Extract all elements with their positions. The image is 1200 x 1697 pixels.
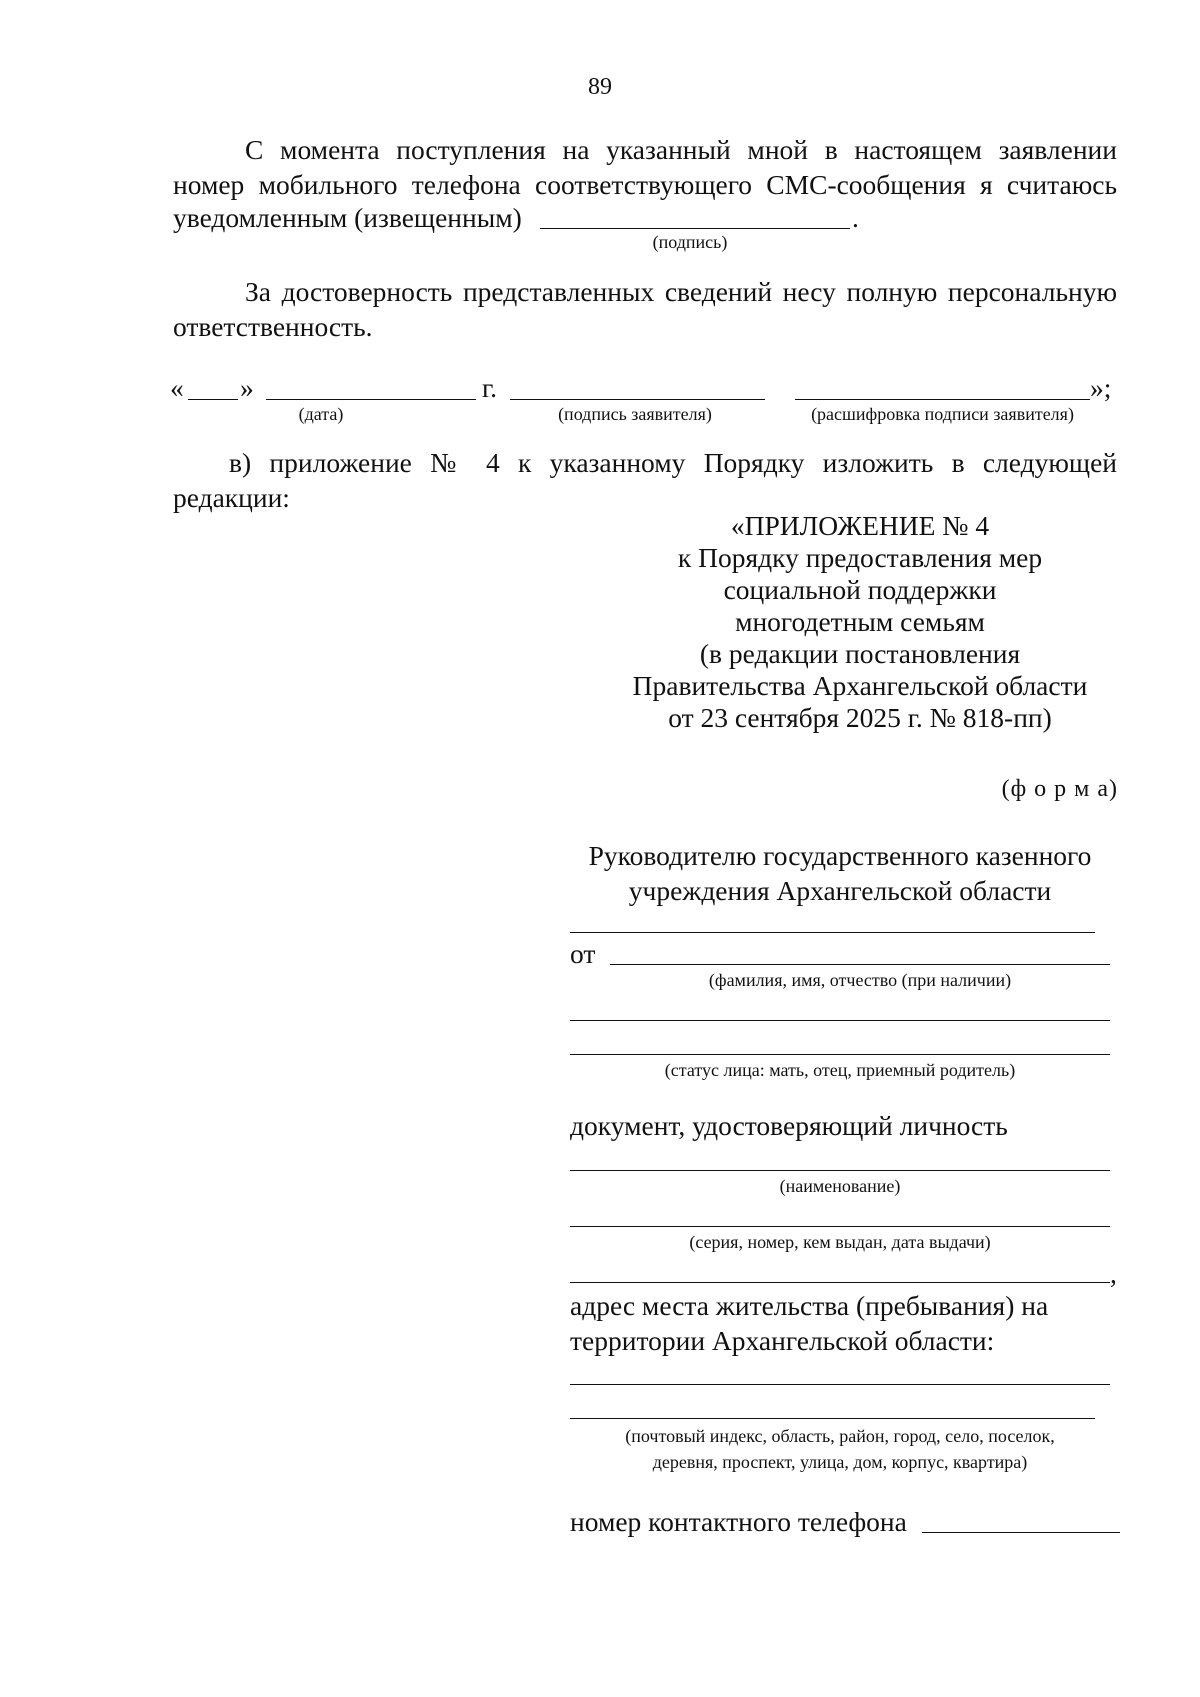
address-label-line-1: адрес места жительства (пребывания) на xyxy=(570,1290,1049,1321)
signature-decoding-line[interactable] xyxy=(795,399,1090,400)
address-line-1[interactable] xyxy=(570,1384,1110,1385)
sms-end-dot: . xyxy=(852,202,859,233)
addressee-line-2: учреждения Архангельской области xyxy=(628,875,1052,906)
year-suffix: г. xyxy=(482,372,498,403)
sms-notification-paragraph xyxy=(173,132,1117,202)
responsibility-line-2: ответственность. xyxy=(173,311,373,342)
annex-line-3: социальной поддержки xyxy=(723,574,997,605)
responsibility-line-1: За достоверность представленных сведений несу полную персональную xyxy=(245,276,1117,307)
date-caption: (дата) xyxy=(298,404,344,424)
applicant-name-caption: (фамилия, имя, отчество (при наличии) xyxy=(708,970,1012,990)
address-caption xyxy=(570,1423,1110,1475)
sms-line-1: С момента поступления на указанный мной в настоящем заявлении xyxy=(245,134,1117,165)
date-close-quote: » xyxy=(240,372,254,403)
month-field-line[interactable] xyxy=(266,399,476,400)
address-label xyxy=(570,1288,1048,1358)
id-document-label: документ, удостоверяющий личность xyxy=(570,1110,1008,1141)
date-open-quote: « xyxy=(170,372,184,403)
annex-line-7: от 23 сентября 2025 г. № 818-пп) xyxy=(668,702,1052,733)
amendment-line-2: редакции: xyxy=(173,482,290,513)
addressee-line-1: Руководителю государственного казенного xyxy=(588,840,1092,871)
from-label: от xyxy=(570,938,596,969)
id-document-name-line[interactable] xyxy=(570,1170,1110,1171)
applicant-name-line[interactable] xyxy=(610,964,1110,965)
amendment-paragraph xyxy=(173,445,1117,515)
annex-title: «ПРИЛОЖЕНИЕ № 4 xyxy=(730,510,990,541)
id-document-comma: , xyxy=(1110,1258,1117,1289)
day-field-line[interactable] xyxy=(188,399,238,400)
annex-line-5: (в редакции постановления xyxy=(699,638,1021,669)
responsibility-paragraph xyxy=(173,274,1117,344)
sms-signature-line[interactable] xyxy=(540,228,850,229)
applicant-signature-line[interactable] xyxy=(510,399,765,400)
sms-line-3: уведомленным (извещенным) xyxy=(173,202,522,233)
id-document-name-caption: (наименование) xyxy=(779,1176,901,1196)
id-document-details-caption: (серия, номер, кем выдан, дата выдачи) xyxy=(689,1232,991,1252)
annex-line-2: к Порядку предоставления мер xyxy=(677,542,1043,573)
form-label: (ф о р м а) xyxy=(1001,776,1118,802)
address-caption-line-1: (почтовый индекс, область, район, город, село, поселок, xyxy=(625,1426,1055,1446)
applicant-status-line[interactable] xyxy=(570,1054,1110,1055)
address-label-line-2: территории Архангельской области: xyxy=(570,1325,995,1356)
sms-line-2: номер мобильного телефона соответствующего СМС-сообщения я считаюсь xyxy=(173,169,1117,200)
addressee-block xyxy=(560,838,1120,908)
sms-signature-caption: (подпись) xyxy=(652,232,728,252)
signature-decoding-caption: (расшифровка подписи заявителя) xyxy=(811,404,1074,424)
applicant-extra-line[interactable] xyxy=(570,1020,1110,1021)
id-document-details-line[interactable] xyxy=(570,1226,1110,1227)
date-row-end-marks: »; xyxy=(1090,372,1112,403)
applicant-status-caption: (статус лица: мать, отец, приемный родитель) xyxy=(664,1060,1016,1080)
annex-heading xyxy=(620,510,1100,734)
phone-number-line[interactable] xyxy=(922,1532,1120,1533)
address-line-2[interactable] xyxy=(570,1418,1095,1419)
id-document-extra-line[interactable] xyxy=(570,1282,1110,1283)
annex-line-6: Правительства Архангельской области xyxy=(632,670,1088,701)
page-number: 89 xyxy=(588,74,612,100)
applicant-signature-caption: (подпись заявителя) xyxy=(558,404,712,424)
address-caption-line-2: деревня, проспект, улица, дом, корпус, квартира) xyxy=(652,1452,1028,1472)
institution-name-line[interactable] xyxy=(570,932,1095,933)
annex-line-4: многодетным семьям xyxy=(735,606,985,637)
amendment-line-1: в) приложение № 4 к указанному Порядку изложить в следующей xyxy=(229,447,1117,478)
phone-label: номер контактного телефона xyxy=(570,1506,907,1537)
